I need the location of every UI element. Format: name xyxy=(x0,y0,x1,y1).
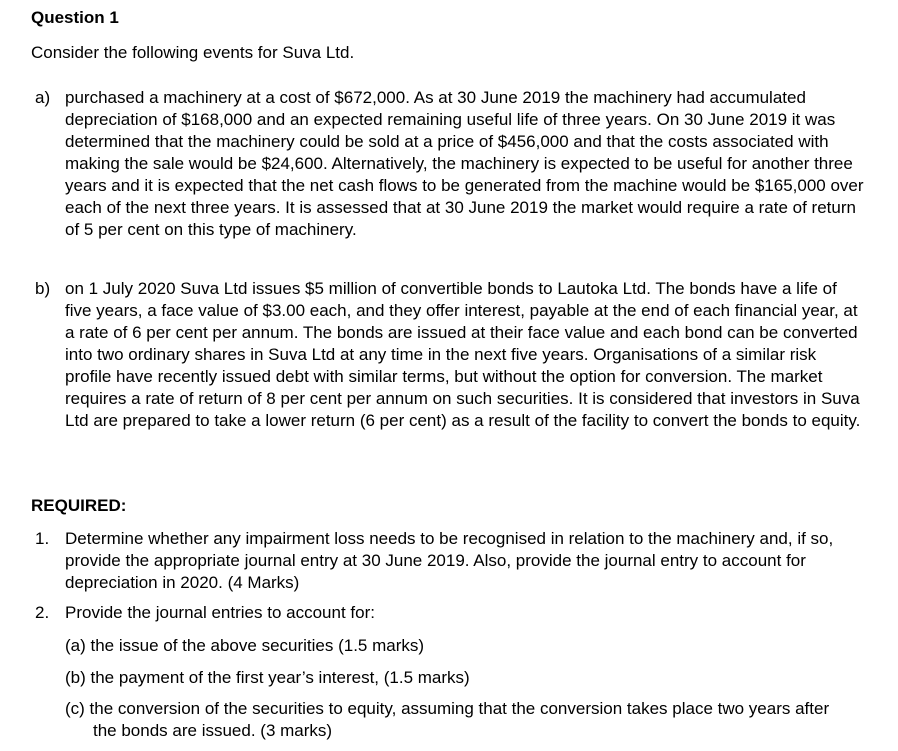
required-subitem-a xyxy=(65,635,855,657)
required-item-1-text: Determine whether any impairment loss needs to be recognised in relation to the machinery and, if so, provide the appropriate journal entry at 30 June 2019. Also, provide the journal entry to account for depreciation in 2020. (4 Marks) xyxy=(65,529,834,592)
required-item-2-marker: 2. xyxy=(35,603,50,622)
question-title: Question 1 xyxy=(31,8,119,27)
required-heading: REQUIRED: xyxy=(31,496,127,515)
required-item-1-marker: 1. xyxy=(35,529,50,548)
required-subitem-c-text: (c) the conversion of the securities to equity, assuming that the conversion takes place two years after the bonds are issued. (3 marks) xyxy=(65,699,830,740)
required-item-2-text: Provide the journal entries to account for: xyxy=(65,603,375,622)
event-b-text: on 1 July 2020 Suva Ltd issues $5 million of convertible bonds to Lautoka Ltd. The bonds have a life of five years, a face value of $3.00 each, and they offer interest, payable at the end of each financial year, at a rate of 6 per cent per annum. The bonds are issued at their face value and each bond can be converted into two ordinary shares in Suva Ltd at any time in the next five years. Organisations of a similar risk profile have recently issued debt with similar terms, but without the option for conversion. The market requires a rate of return of 8 per cent per annum on such securities. It is considered that investors in Suva Ltd are prepared to take a lower return (6 per cent) as a result of the facility to convert the bonds to equity. xyxy=(65,279,861,430)
event-a-text: purchased a machinery at a cost of $672,000. As at 30 June 2019 the machinery had accumulated depreciation of $168,000 and an expected remaining useful life of three years. On 30 June 2019 it was determined that the machinery could be sold at a price of $456,000 and that the costs associated with making the sale would be $24,600. Alternatively, the machinery is expected to be useful for another three years and it is expected that the net cash flows to be generated from the machine would be $165,000 over each of the next three years. It is assessed that at 30 June 2019 the market would require a rate of return of 5 per cent on this type of machinery. xyxy=(65,88,864,239)
required-subitem-b xyxy=(65,667,855,689)
required-item-1 xyxy=(35,528,865,594)
event-a xyxy=(35,87,865,241)
event-a-marker: a) xyxy=(35,88,51,107)
required-subitem-c xyxy=(65,698,855,742)
required-subitem-a-text: (a) the issue of the above securities (1.5 marks) xyxy=(65,636,425,655)
required-item-2 xyxy=(35,602,865,624)
required-subitem-b-text: (b) the payment of the first year’s interest, (1.5 marks) xyxy=(65,668,470,687)
event-b xyxy=(35,278,865,432)
event-b-marker: b) xyxy=(35,279,51,298)
question-intro: Consider the following events for Suva Ltd. xyxy=(31,43,355,62)
